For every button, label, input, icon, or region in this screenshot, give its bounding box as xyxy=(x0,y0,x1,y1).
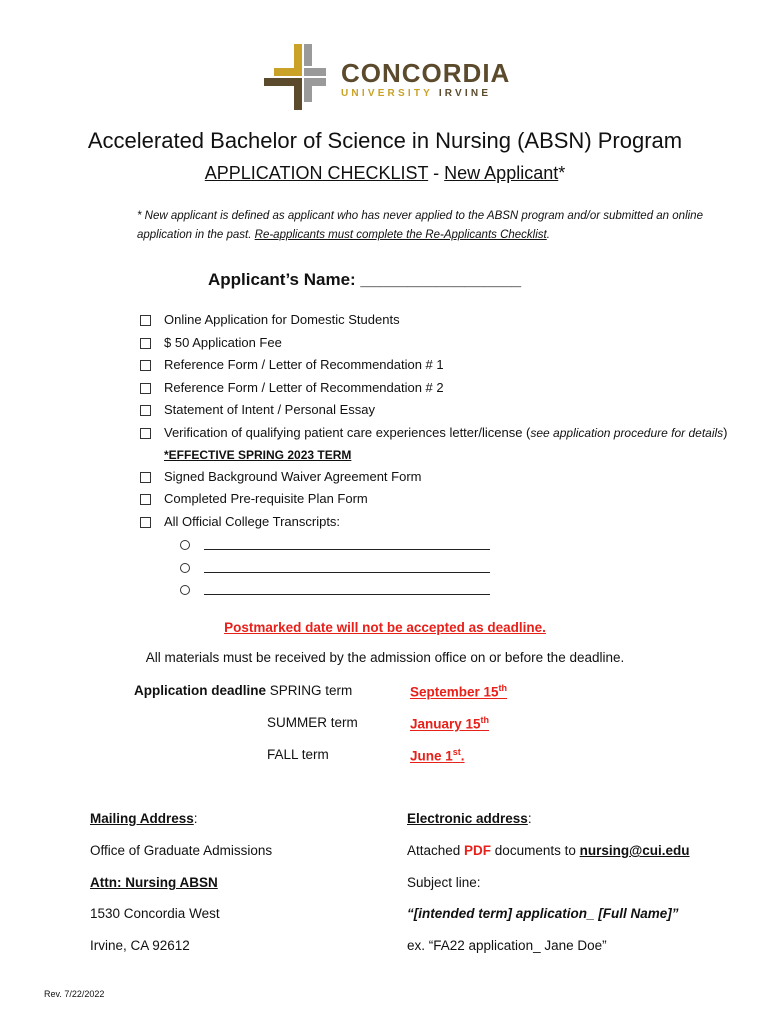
email-link[interactable]: nursing@cui.edu xyxy=(579,843,690,858)
checklist-item[interactable]: Reference Form / Letter of Recommendation # 1 xyxy=(138,354,728,377)
checkbox[interactable] xyxy=(140,494,151,505)
checkbox[interactable] xyxy=(140,428,151,439)
mailing-line: Office of Graduate Admissions xyxy=(90,843,273,858)
blank-line[interactable] xyxy=(204,549,490,550)
deadline-date-fall: June 1st. xyxy=(410,747,465,764)
deadline-term-fall: FALL term xyxy=(267,747,329,762)
checklist-item-verification[interactable]: Verification of qualifying patient care experiences letter/license (see application procedure for details) *EFFECTIVE SPRING 2023 TERM xyxy=(138,422,728,466)
blank-line[interactable] xyxy=(204,572,490,573)
logo-wordmark: CONCORDIA xyxy=(341,58,511,88)
postmark-warning: Postmarked date will not be accepted as deadline. xyxy=(224,620,546,635)
deadline-row-spring: Application deadline SPRING term xyxy=(134,683,353,698)
deadline-date-spring: September 15th xyxy=(410,683,508,700)
checkbox[interactable] xyxy=(140,383,151,394)
checkbox[interactable] xyxy=(140,360,151,371)
subject-line-label: Subject line: xyxy=(407,875,481,890)
checklist xyxy=(138,309,728,533)
checklist-item[interactable]: $ 50 Application Fee xyxy=(138,332,728,355)
checkbox[interactable] xyxy=(140,472,151,483)
bullet-circle-icon xyxy=(180,563,190,573)
subject-format: “[intended term] application_ [Full Name]” xyxy=(407,906,679,921)
mailing-line: 1530 Concordia West xyxy=(90,906,220,921)
mailing-attn: Attn: Nursing ABSN xyxy=(90,875,218,890)
checklist-item[interactable]: Completed Pre-requisite Plan Form xyxy=(138,488,728,511)
electronic-attached-line: Attached PDF documents to nursing@cui.edu xyxy=(407,843,690,858)
applicant-name-label: Applicant’s Name: _________________ xyxy=(208,270,522,289)
page-title: Accelerated Bachelor of Science in Nursing (ABSN) Program xyxy=(87,128,683,153)
materials-notice: All materials must be received by the admission office on or before the deadline. xyxy=(145,650,625,665)
page-subtitle: APPLICATION CHECKLIST - New Applicant* xyxy=(204,163,566,183)
checkbox[interactable] xyxy=(140,315,151,326)
checklist-item[interactable]: Statement of Intent / Personal Essay xyxy=(138,399,728,422)
electronic-address-heading: Electronic address: xyxy=(407,811,532,826)
revision-date: Rev. 7/22/2022 xyxy=(44,989,105,999)
checklist-item[interactable]: Online Application for Domestic Students xyxy=(138,309,728,332)
bullet-circle-icon xyxy=(180,585,190,595)
subject-example: ex. “FA22 application_ Jane Doe” xyxy=(407,938,607,953)
mailing-line: Irvine, CA 92612 xyxy=(90,938,190,953)
blank-line[interactable] xyxy=(204,594,490,595)
checklist-item[interactable]: All Official College Transcripts: xyxy=(138,511,728,534)
checkbox[interactable] xyxy=(140,517,151,528)
checkbox[interactable] xyxy=(140,405,151,416)
new-applicant-note: * New applicant is defined as applicant who has never applied to the ABSN program and/or submitted an online application in the past. Re-applicants must complete the Re-Applicants Checklist. xyxy=(137,210,703,241)
checklist-item[interactable]: Reference Form / Letter of Recommendation # 2 xyxy=(138,377,728,400)
checkbox[interactable] xyxy=(140,338,151,349)
deadline-date-summer: January 15th xyxy=(410,715,490,732)
mailing-address-heading: Mailing Address: xyxy=(90,811,198,826)
logo-subtitle: UNIVERSITY IRVINE xyxy=(341,88,492,99)
checklist-item[interactable]: Signed Background Waiver Agreement Form xyxy=(138,466,728,489)
bullet-circle-icon xyxy=(180,540,190,550)
concordia-cross-icon xyxy=(264,44,338,110)
deadline-term-summer: SUMMER term xyxy=(267,715,358,730)
